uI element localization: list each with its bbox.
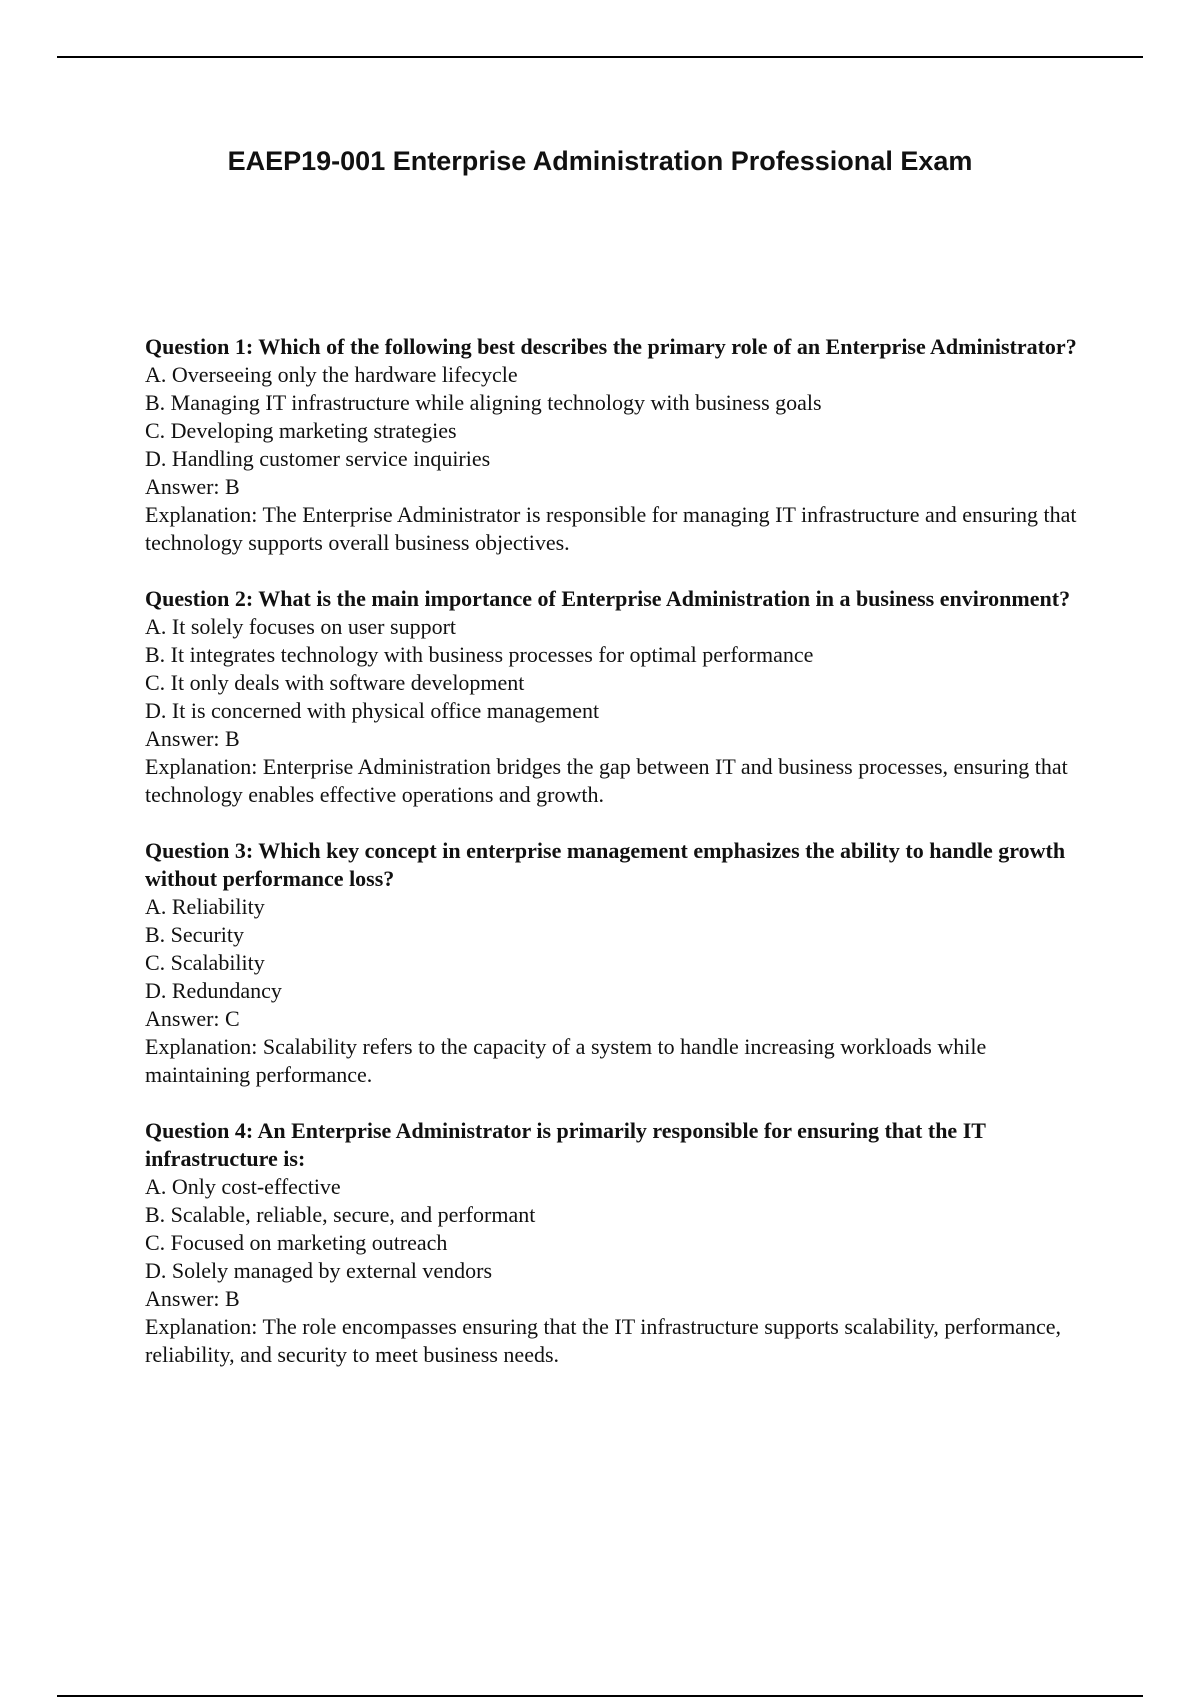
option-b: B. Security [145,922,244,947]
option-a: A. Only cost-effective [145,1174,341,1199]
explanation: Explanation: Scalability refers to the capacity of a system to handle increasing workloads while maintaining performance. [145,1034,987,1087]
question-text: Question 1: Which of the following best describes the primary role of an Enterprise Administrator? [145,334,1077,359]
option-b: B. Managing IT infrastructure while aligning technology with business goals [145,390,822,415]
question-text: Question 2: What is the main importance of Enterprise Administration in a business environment? [145,586,1071,611]
option-c: C. Scalability [145,950,265,975]
option-d: D. Solely managed by external vendors [145,1258,493,1283]
document-title: EAEP19-001 Enterprise Administration Professional Exam [227,146,973,176]
option-d: D. Redundancy [145,978,282,1003]
option-c: C. Focused on marketing outreach [145,1230,448,1255]
bottom-rule [57,1695,1143,1697]
answer: Answer: C [145,1006,240,1031]
question-text: Question 3: Which key concept in enterprise management emphasizes the ability to handle growth without performance loss? [145,838,1066,891]
answer: Answer: B [145,726,240,751]
explanation: Explanation: Enterprise Administration bridges the gap between IT and business processes, ensuring that technology enables effective operations and growth. [145,754,1068,807]
question-text: Question 4: An Enterprise Administrator is primarily responsible for ensuring that the IT infrastructure is: [145,1118,986,1171]
option-a: A. Overseeing only the hardware lifecycle [145,362,518,387]
explanation: Explanation: The Enterprise Administrator is responsible for managing IT infrastructure and ensuring that technology supports overall business objectives. [145,502,1077,555]
question-block-4 [145,1117,1085,1369]
option-d: D. It is concerned with physical office management [145,698,600,723]
top-rule [57,56,1143,58]
option-c: C. Developing marketing strategies [145,418,457,443]
answer: Answer: B [145,1286,240,1311]
option-b: B. It integrates technology with business processes for optimal performance [145,642,814,667]
option-a: A. Reliability [145,894,265,919]
option-b: B. Scalable, reliable, secure, and performant [145,1202,536,1227]
option-c: C. It only deals with software development [145,670,525,695]
question-block-3 [145,837,1085,1089]
explanation: Explanation: The role encompasses ensuring that the IT infrastructure supports scalability, performance, reliability, and security to meet business needs. [145,1314,1061,1367]
answer: Answer: B [145,474,240,499]
question-block-1 [145,333,1085,557]
option-d: D. Handling customer service inquiries [145,446,491,471]
question-block-2 [145,585,1085,809]
option-a: A. It solely focuses on user support [145,614,457,639]
question-list [145,333,1085,1397]
